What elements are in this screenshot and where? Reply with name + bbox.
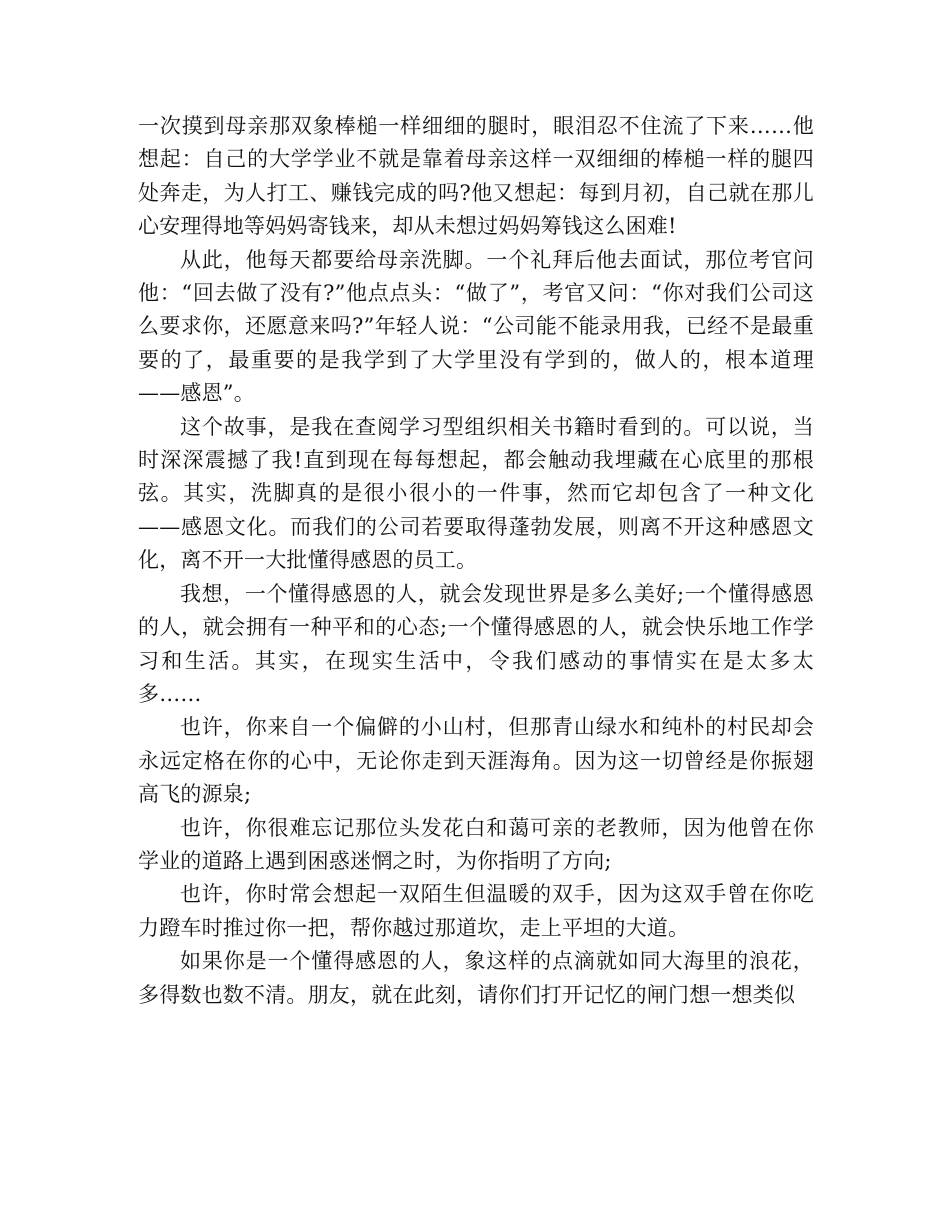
paragraph-1: 一次摸到母亲那双象棒槌一样细细的腿时，眼泪忍不住流了下来……他想起：自己的大学学业不就是靠着母亲这样一双细细的棒槌一样的腿四处奔走，为人打工、赚钱完成的吗?他又想起：每到月初，自己就在那儿心安理得地等妈妈寄钱来，却从未想过妈妈筹钱这么困难!	[138, 114, 814, 239]
document-page	[138, 110, 814, 1012]
paragraph-2: 从此，他每天都要给母亲洗脚。一个礼拜后他去面试，那位考官问他：“回去做了没有?”他点点头：“做了”，考官又问：“你对我们公司这么要求你，还愿意来吗?”年轻人说：“公司能不能录用我，已经不是最重要的了，最重要的是我学到了大学里没有学到的，做人的，根本道理——感恩”。	[138, 247, 814, 406]
paragraph-5: 也许，你来自一个偏僻的小山村，但那青山绿水和纯朴的村民却会永远定格在你的心中，无论你走到天涯海角。因为这一切曾经是你振翅高飞的源泉;	[138, 715, 814, 807]
paragraph-8: 如果你是一个懂得感恩的人，象这样的点滴就如同大海里的浪花，多得数也数不清。朋友，就在此刻，请你们打开记忆的闸门想一想类似	[138, 949, 814, 1007]
paragraph-7: 也许，你时常会想起一双陌生但温暖的双手，因为这双手曾在你吃力蹬车时推过你一把，帮你越过那道坎，走上平坦的大道。	[138, 882, 814, 940]
paragraph-3: 这个故事，是我在查阅学习型组织相关书籍时看到的。可以说，当时深深震撼了我!直到现在每每想起，都会触动我埋藏在心底里的那根弦。其实，洗脚真的是很小很小的一件事，然而它却包含了一种文化——感恩文化。而我们的公司若要取得蓬勃发展，则离不开这种感恩文化，离不开一大批懂得感恩的员工。	[138, 414, 814, 573]
paragraph-4: 我想，一个懂得感恩的人，就会发现世界是多么美好;一个懂得感恩的人，就会拥有一种平和的心态;一个懂得感恩的人，就会快乐地工作学习和生活。其实，在现实生活中，令我们感动的事情实在是太多太多……	[138, 581, 814, 706]
paragraph-6: 也许，你很难忘记那位头发花白和蔼可亲的老教师，因为他曾在你学业的道路上遇到困惑迷惘之时，为你指明了方向;	[138, 815, 814, 873]
